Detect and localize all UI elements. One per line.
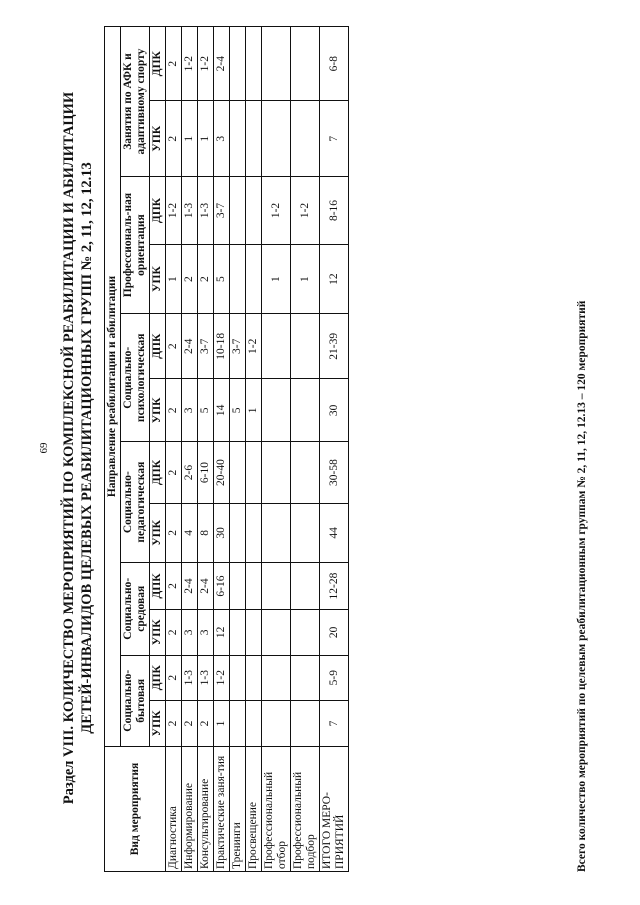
row-label: ИТОГО МЕРО-ПРИЯТИЙ [320,747,349,872]
table-cell [291,562,320,609]
table-cell: 6-16 [214,562,230,609]
table-cell: 2 [166,101,182,177]
table-cell [291,700,320,746]
table-cell: 1 [291,244,320,313]
table-cell: 1-3 [198,655,214,700]
title-line-2: ДЕТЕЙ-ИНВАЛИДОВ ЦЕЛЕВЫХ РЕАБИЛИТАЦИОННЫХ ГРУПП № 2, 11, 12, 12.13 [79,162,95,734]
table-cell: 2 [166,442,182,503]
table-row [230,27,246,872]
table-cell [246,562,262,609]
table-cell [246,27,262,101]
table-cell [262,655,291,700]
row-label: Практические заня-тия [214,747,230,872]
table-cell: 7 [320,101,349,177]
page-number: 69 [38,442,50,454]
table-cell: 12-28 [320,562,349,609]
table-cell: 2-4 [182,562,198,609]
table-cell [262,101,291,177]
row-label: Диагностика [166,747,182,872]
table-cell: 30-58 [320,442,349,503]
table-cell: 2 [198,700,214,746]
table-cell [291,503,320,562]
table-row [246,27,262,872]
table-cell: 1 [182,101,198,177]
row-label: Профессиональный отбор [262,747,291,872]
table-cell [246,655,262,700]
table-cell: 3-7 [230,314,246,379]
row-label: Тренинги [230,747,246,872]
sub-header-upk: УПК [150,503,166,562]
table-cell [291,314,320,379]
table-cell [262,314,291,379]
table-cell: 6-10 [198,442,214,503]
table-body [166,27,349,872]
table-cell: 2 [166,379,182,442]
table-cell [230,655,246,700]
table-cell: 2 [166,700,182,746]
sub-header-dpk: ДПК [150,442,166,503]
table-cell: 1-2 [214,655,230,700]
sub-header-upk: УПК [150,379,166,442]
table-cell: 2-4 [214,27,230,101]
group-header: Занятия по АФК и адаптивному спорту [121,27,150,177]
table-cell: 2 [198,244,214,313]
table-cell: 2 [166,610,182,655]
sub-header-upk: УПК [150,244,166,313]
table-cell [262,379,291,442]
row-label: Консультирование [198,747,214,872]
table-cell: 4 [182,503,198,562]
direction-header: Направление реабилитации и абилитации [105,27,121,747]
col-kind-header: Вид мероприятия [105,747,166,872]
table-cell [262,610,291,655]
sub-header-upk: УПК [150,101,166,177]
table-cell: 7 [320,700,349,746]
table-row [198,27,214,872]
table-cell [246,610,262,655]
table-cell: 3-7 [214,176,230,244]
table-cell: 3 [182,610,198,655]
table-cell: 2 [182,700,198,746]
table-cell: 1 [198,101,214,177]
table-cell [246,101,262,177]
row-label: Профессиональный подбор [291,747,320,872]
table-cell [230,610,246,655]
table-cell [262,503,291,562]
measures-table [104,26,349,872]
table-cell: 20-40 [214,442,230,503]
table-cell: 2-4 [198,562,214,609]
section-title [60,18,96,878]
table-cell [230,562,246,609]
table-cell [246,244,262,313]
table-row [291,27,320,872]
table-row [320,27,349,872]
table-cell: 30 [320,379,349,442]
table-cell [246,700,262,746]
table-cell [246,503,262,562]
table-cell: 3 [182,379,198,442]
table-cell: 1-3 [182,176,198,244]
table-cell [262,562,291,609]
table-cell: 1-2 [291,176,320,244]
group-header: Социально-бытовая [121,655,150,746]
sub-header-upk: УПК [150,700,166,746]
footnote: Всего количество мероприятий по целевым реабилитационным группам № 2, 11, 12, 12.13 – 120 мероприятий [576,300,588,872]
table-cell: 8 [198,503,214,562]
sub-header-dpk: ДПК [150,176,166,244]
table-cell [230,176,246,244]
table-cell: 12 [320,244,349,313]
table-cell: 2 [166,314,182,379]
group-header: Социально-психологическая [121,314,150,442]
table-cell [291,101,320,177]
table-cell [230,503,246,562]
table-cell [291,27,320,101]
table-row [182,27,198,872]
table-cell: 30 [214,503,230,562]
table-cell: 1 [246,379,262,442]
table-cell [230,244,246,313]
table-cell [262,27,291,101]
table-cell [262,442,291,503]
table-cell: 2-6 [182,442,198,503]
table-row [262,27,291,872]
table-cell: 2 [166,655,182,700]
table-cell: 1 [214,700,230,746]
table-cell: 2 [166,562,182,609]
table-cell: 1-2 [262,176,291,244]
table-cell: 12 [214,610,230,655]
table-cell: 2 [166,503,182,562]
table-cell: 1 [262,244,291,313]
table-cell [246,442,262,503]
table-row [166,27,182,872]
table-cell [230,442,246,503]
table-cell: 20 [320,610,349,655]
table-cell: 2 [166,27,182,101]
title-line-1: Раздел VIII. КОЛИЧЕСТВО МЕРОПРИЯТИЙ ПО КОМПЛЕКСНОЙ РЕАБИЛИТАЦИИ И АБИЛИТАЦИИ [61,91,77,805]
table-cell: 2-4 [182,314,198,379]
rotated-page [38,18,598,878]
table-cell: 1-2 [246,314,262,379]
table-cell: 6-8 [320,27,349,101]
table-cell: 1-3 [182,655,198,700]
table-cell: 1-2 [198,27,214,101]
table-cell: 5 [230,379,246,442]
table-cell: 44 [320,503,349,562]
group-header: Социально-средовая [121,562,150,655]
table-cell [291,442,320,503]
sub-header-dpk: ДПК [150,27,166,101]
sub-header-dpk: ДПК [150,314,166,379]
table-cell [291,655,320,700]
group-header: Социально-педагогическая [121,442,150,563]
table-cell: 5 [198,379,214,442]
table-cell: 1-2 [166,176,182,244]
table-cell [230,700,246,746]
table-cell: 1-2 [182,27,198,101]
row-label: Просвещение [246,747,262,872]
table-cell: 8-16 [320,176,349,244]
sub-header-dpk: ДПК [150,655,166,700]
table-cell [291,610,320,655]
group-header: Профессиональ-ная ориентация [121,176,150,313]
table-cell: 2 [182,244,198,313]
table-cell: 1 [166,244,182,313]
table-cell: 14 [214,379,230,442]
table-cell: 5 [214,244,230,313]
table-cell: 21-39 [320,314,349,379]
table-cell: 5-9 [320,655,349,700]
table-cell: 3 [198,610,214,655]
table-cell [230,101,246,177]
row-label: Информирование [182,747,198,872]
sub-header-dpk: ДПК [150,562,166,609]
table-cell [262,700,291,746]
table-cell [246,176,262,244]
table-cell [230,27,246,101]
table-cell: 10-18 [214,314,230,379]
sub-header-upk: УПК [150,610,166,655]
table-row [214,27,230,872]
table-cell: 3-7 [198,314,214,379]
table-cell: 3 [214,101,230,177]
table-cell: 1-3 [198,176,214,244]
table-cell [291,379,320,442]
